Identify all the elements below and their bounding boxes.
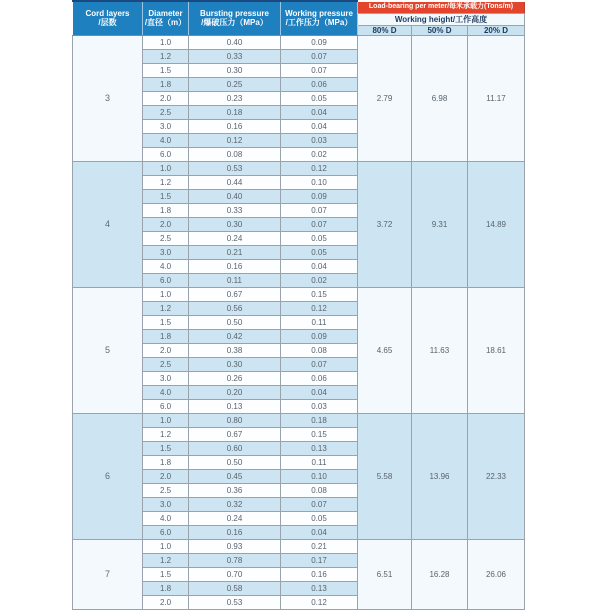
header-80d: 80% D [358, 25, 412, 35]
load-cell-50d: 6.98 [412, 35, 468, 161]
diameter-cell: 2.5 [143, 231, 189, 245]
bursting-cell: 0.58 [189, 581, 281, 595]
layer-cell: 6 [73, 413, 143, 539]
bursting-cell: 0.42 [189, 329, 281, 343]
bursting-cell: 0.16 [189, 259, 281, 273]
working-cell: 0.17 [281, 553, 358, 567]
bursting-cell: 0.23 [189, 91, 281, 105]
diameter-cell: 3.0 [143, 245, 189, 259]
bursting-cell: 0.53 [189, 595, 281, 609]
diameter-cell: 1.5 [143, 567, 189, 581]
header-bursting-pressure [189, 1, 281, 35]
header-bursting-cn: /爆破压力（MPa） [201, 18, 268, 28]
header-diameter [143, 1, 189, 35]
bursting-cell: 0.38 [189, 343, 281, 357]
table-row [73, 287, 525, 301]
working-cell: 0.11 [281, 455, 358, 469]
bursting-cell: 0.30 [189, 63, 281, 77]
bursting-cell: 0.67 [189, 287, 281, 301]
working-cell: 0.15 [281, 287, 358, 301]
diameter-cell: 1.2 [143, 175, 189, 189]
bursting-cell: 0.11 [189, 273, 281, 287]
header-load-bearing-banner: Load-bearing per meter/每米承载力(Tons/m) [358, 1, 525, 13]
diameter-cell: 1.0 [143, 35, 189, 49]
diameter-cell: 1.2 [143, 427, 189, 441]
diameter-cell: 1.0 [143, 413, 189, 427]
bursting-cell: 0.50 [189, 315, 281, 329]
diameter-cell: 4.0 [143, 511, 189, 525]
diameter-cell: 2.0 [143, 469, 189, 483]
diameter-cell: 4.0 [143, 259, 189, 273]
working-cell: 0.04 [281, 385, 358, 399]
bursting-cell: 0.24 [189, 511, 281, 525]
diameter-cell: 1.0 [143, 161, 189, 175]
working-cell: 0.08 [281, 483, 358, 497]
working-cell: 0.02 [281, 147, 358, 161]
working-cell: 0.03 [281, 133, 358, 147]
diameter-cell: 1.5 [143, 315, 189, 329]
working-cell: 0.04 [281, 119, 358, 133]
bursting-cell: 0.33 [189, 203, 281, 217]
working-cell: 0.07 [281, 357, 358, 371]
header-50d: 50% D [412, 25, 468, 35]
diameter-cell: 2.5 [143, 357, 189, 371]
working-cell: 0.05 [281, 231, 358, 245]
diameter-cell: 1.2 [143, 301, 189, 315]
diameter-cell: 3.0 [143, 371, 189, 385]
diameter-cell: 6.0 [143, 399, 189, 413]
table-row [73, 161, 525, 175]
diameter-cell: 1.8 [143, 203, 189, 217]
header-diameter-cn: /直径（m） [144, 18, 187, 28]
bursting-cell: 0.08 [189, 147, 281, 161]
working-cell: 0.05 [281, 91, 358, 105]
header-row-main [73, 1, 525, 13]
diameter-cell: 1.2 [143, 553, 189, 567]
working-cell: 0.12 [281, 161, 358, 175]
bursting-cell: 0.50 [189, 455, 281, 469]
working-cell: 0.06 [281, 371, 358, 385]
bursting-cell: 0.40 [189, 35, 281, 49]
bursting-cell: 0.30 [189, 357, 281, 371]
load-cell-50d: 11.63 [412, 287, 468, 413]
diameter-cell: 1.5 [143, 441, 189, 455]
working-cell: 0.10 [281, 175, 358, 189]
load-cell-80d: 5.58 [358, 413, 412, 539]
bursting-cell: 0.18 [189, 105, 281, 119]
working-cell: 0.10 [281, 469, 358, 483]
diameter-cell: 1.8 [143, 77, 189, 91]
bursting-cell: 0.26 [189, 371, 281, 385]
working-cell: 0.07 [281, 217, 358, 231]
diameter-cell: 4.0 [143, 133, 189, 147]
bursting-cell: 0.45 [189, 469, 281, 483]
working-cell: 0.07 [281, 497, 358, 511]
working-cell: 0.05 [281, 245, 358, 259]
table-row [73, 35, 525, 49]
bursting-cell: 0.93 [189, 539, 281, 553]
diameter-cell: 1.8 [143, 455, 189, 469]
header-diameter-en: Diameter [148, 8, 183, 18]
table-body [73, 35, 525, 609]
working-cell: 0.07 [281, 203, 358, 217]
working-cell: 0.04 [281, 259, 358, 273]
diameter-cell: 3.0 [143, 119, 189, 133]
bursting-cell: 0.32 [189, 497, 281, 511]
bursting-cell: 0.78 [189, 553, 281, 567]
working-cell: 0.13 [281, 581, 358, 595]
header-cord-layers [73, 1, 143, 35]
diameter-cell: 1.5 [143, 189, 189, 203]
layer-cell: 3 [73, 35, 143, 161]
bursting-cell: 0.44 [189, 175, 281, 189]
diameter-cell: 6.0 [143, 147, 189, 161]
load-cell-20d: 22.33 [468, 413, 525, 539]
load-cell-50d: 9.31 [412, 161, 468, 287]
working-cell: 0.06 [281, 77, 358, 91]
working-cell: 0.08 [281, 343, 358, 357]
diameter-cell: 2.5 [143, 105, 189, 119]
diameter-cell: 2.0 [143, 595, 189, 609]
bursting-cell: 0.80 [189, 413, 281, 427]
diameter-cell: 1.8 [143, 581, 189, 595]
bursting-cell: 0.16 [189, 119, 281, 133]
diameter-cell: 6.0 [143, 525, 189, 539]
load-cell-20d: 14.89 [468, 161, 525, 287]
bursting-cell: 0.70 [189, 567, 281, 581]
working-cell: 0.09 [281, 329, 358, 343]
diameter-cell: 1.2 [143, 49, 189, 63]
table-header [73, 1, 525, 35]
header-working-cn: /工作压力（MPa） [285, 18, 353, 28]
working-cell: 0.04 [281, 105, 358, 119]
diameter-cell: 1.0 [143, 287, 189, 301]
working-cell: 0.02 [281, 273, 358, 287]
load-cell-50d: 16.28 [412, 539, 468, 609]
diameter-cell: 2.0 [143, 217, 189, 231]
working-cell: 0.09 [281, 189, 358, 203]
bursting-cell: 0.20 [189, 385, 281, 399]
diameter-cell: 2.5 [143, 483, 189, 497]
load-cell-80d: 2.79 [358, 35, 412, 161]
load-cell-50d: 13.96 [412, 413, 468, 539]
load-cell-20d: 26.06 [468, 539, 525, 609]
bursting-cell: 0.67 [189, 427, 281, 441]
bursting-cell: 0.60 [189, 441, 281, 455]
load-cell-20d: 18.61 [468, 287, 525, 413]
bursting-cell: 0.16 [189, 525, 281, 539]
diameter-cell: 1.0 [143, 539, 189, 553]
header-working-pressure [281, 1, 358, 35]
diameter-cell: 2.0 [143, 91, 189, 105]
bursting-cell: 0.24 [189, 231, 281, 245]
bursting-cell: 0.56 [189, 301, 281, 315]
header-bursting-en: Bursting pressure [200, 8, 269, 18]
table-row [73, 539, 525, 553]
load-cell-80d: 6.51 [358, 539, 412, 609]
working-cell: 0.03 [281, 399, 358, 413]
header-20d: 20% D [468, 25, 525, 35]
layer-cell: 5 [73, 287, 143, 413]
header-cord-layers-cn: /层数 [98, 18, 117, 28]
diameter-cell: 4.0 [143, 385, 189, 399]
diameter-cell: 3.0 [143, 497, 189, 511]
working-cell: 0.12 [281, 595, 358, 609]
working-cell: 0.15 [281, 427, 358, 441]
spec-table [72, 0, 525, 610]
load-cell-80d: 3.72 [358, 161, 412, 287]
bursting-cell: 0.36 [189, 483, 281, 497]
table-row [73, 413, 525, 427]
bursting-cell: 0.53 [189, 161, 281, 175]
bursting-cell: 0.25 [189, 77, 281, 91]
bursting-cell: 0.33 [189, 49, 281, 63]
working-cell: 0.07 [281, 63, 358, 77]
working-cell: 0.09 [281, 35, 358, 49]
bursting-cell: 0.12 [189, 133, 281, 147]
working-cell: 0.21 [281, 539, 358, 553]
header-working-height: Working height/工作高度 [358, 13, 525, 25]
bursting-cell: 0.13 [189, 399, 281, 413]
bursting-cell: 0.40 [189, 189, 281, 203]
header-working-en: Working pressure [285, 8, 353, 18]
working-cell: 0.16 [281, 567, 358, 581]
diameter-cell: 6.0 [143, 273, 189, 287]
bursting-cell: 0.30 [189, 217, 281, 231]
header-cord-layers-en: Cord layers [85, 8, 130, 18]
working-cell: 0.04 [281, 525, 358, 539]
layer-cell: 7 [73, 539, 143, 609]
load-cell-20d: 11.17 [468, 35, 525, 161]
diameter-cell: 1.8 [143, 329, 189, 343]
working-cell: 0.05 [281, 511, 358, 525]
working-cell: 0.18 [281, 413, 358, 427]
diameter-cell: 1.5 [143, 63, 189, 77]
diameter-cell: 2.0 [143, 343, 189, 357]
working-cell: 0.12 [281, 301, 358, 315]
bursting-cell: 0.21 [189, 245, 281, 259]
working-cell: 0.07 [281, 49, 358, 63]
layer-cell: 4 [73, 161, 143, 287]
working-cell: 0.11 [281, 315, 358, 329]
load-cell-80d: 4.65 [358, 287, 412, 413]
working-cell: 0.13 [281, 441, 358, 455]
